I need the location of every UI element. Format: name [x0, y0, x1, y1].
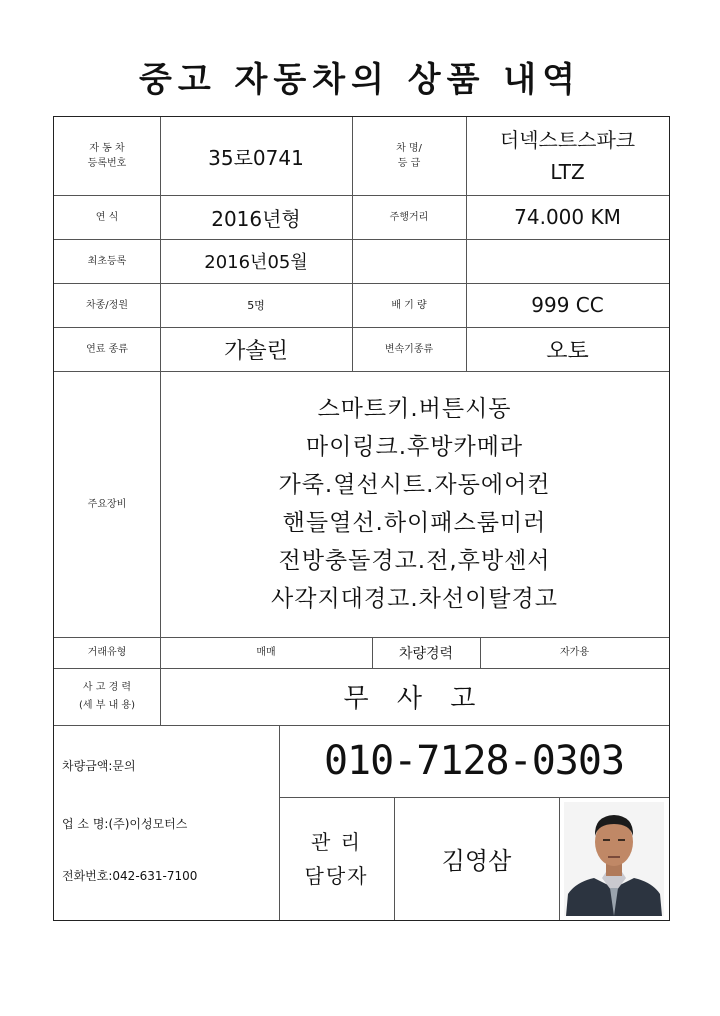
manager-photo: [559, 797, 669, 920]
transmission-label: 변속기종류: [384, 343, 434, 355]
reg-number-label: 자 동 차 등록번호: [87, 143, 127, 169]
tel-text: 전화번호:042-631-7100: [62, 868, 198, 883]
mobile-phone-number: 010-7128-0303: [323, 738, 625, 784]
first-reg-value: 2016년05월: [204, 252, 308, 273]
portrait-image: [564, 802, 664, 916]
year-label: 연 식: [95, 211, 119, 223]
page-title: 중고 자동차의 상품 내역: [139, 60, 581, 100]
type-label: 차종/정원: [85, 299, 128, 311]
company-text: 업 소 명:(주)이성모터스: [62, 816, 188, 831]
mileage-value: 74.000 KM: [514, 205, 621, 229]
reg-number-value: 35로0741: [208, 145, 304, 170]
displacement-label: 배 기 량: [391, 299, 427, 311]
equipment-line: 스마트키.버튼시동: [317, 396, 512, 422]
manager-name: 김영삼: [441, 847, 512, 875]
spec-sheet: [53, 116, 670, 921]
trade-type-label: 거래유형: [87, 647, 127, 658]
equipment-line: 전방충돌경고.전,후방센서: [278, 548, 551, 574]
first-reg-label: 최초등록: [87, 255, 127, 267]
equipment-label: 주요장비: [87, 498, 127, 510]
price-text: 차량금액:문의: [62, 758, 136, 773]
accident-label: 사 고 경 력 (세 부 내 용): [79, 681, 135, 711]
equipment-line: 가죽.열선시트.자동에어컨: [278, 472, 551, 498]
fuel-label: 연료 종류: [86, 343, 128, 355]
model-label: 차 명/ 등 급: [396, 143, 422, 169]
trade-type-value: 매매: [256, 647, 276, 658]
type-value: 5명: [247, 299, 265, 312]
fuel-value: 가솔린: [224, 338, 288, 364]
equipment-line: 사각지대경고.차선이탈경고: [271, 586, 558, 612]
equipment-list: [160, 371, 669, 637]
model-value: 더넥스트스파크 LTZ: [499, 128, 636, 184]
year-value: 2016년형: [211, 206, 301, 231]
accident-value: 무 사 고: [343, 684, 486, 714]
manager-label: 관 리 담당자: [304, 829, 369, 888]
mileage-label: 주행거리: [389, 211, 429, 223]
equipment-line: 핸들열선.하이패스룸미러: [282, 510, 547, 536]
displacement-value: 999 CC: [531, 293, 604, 317]
transmission-value: 오토: [546, 338, 589, 364]
history-label: 차량경력: [398, 645, 454, 662]
equipment-line: 마이링크.후방카메라: [305, 434, 524, 460]
history-value: 자가용: [560, 647, 589, 658]
